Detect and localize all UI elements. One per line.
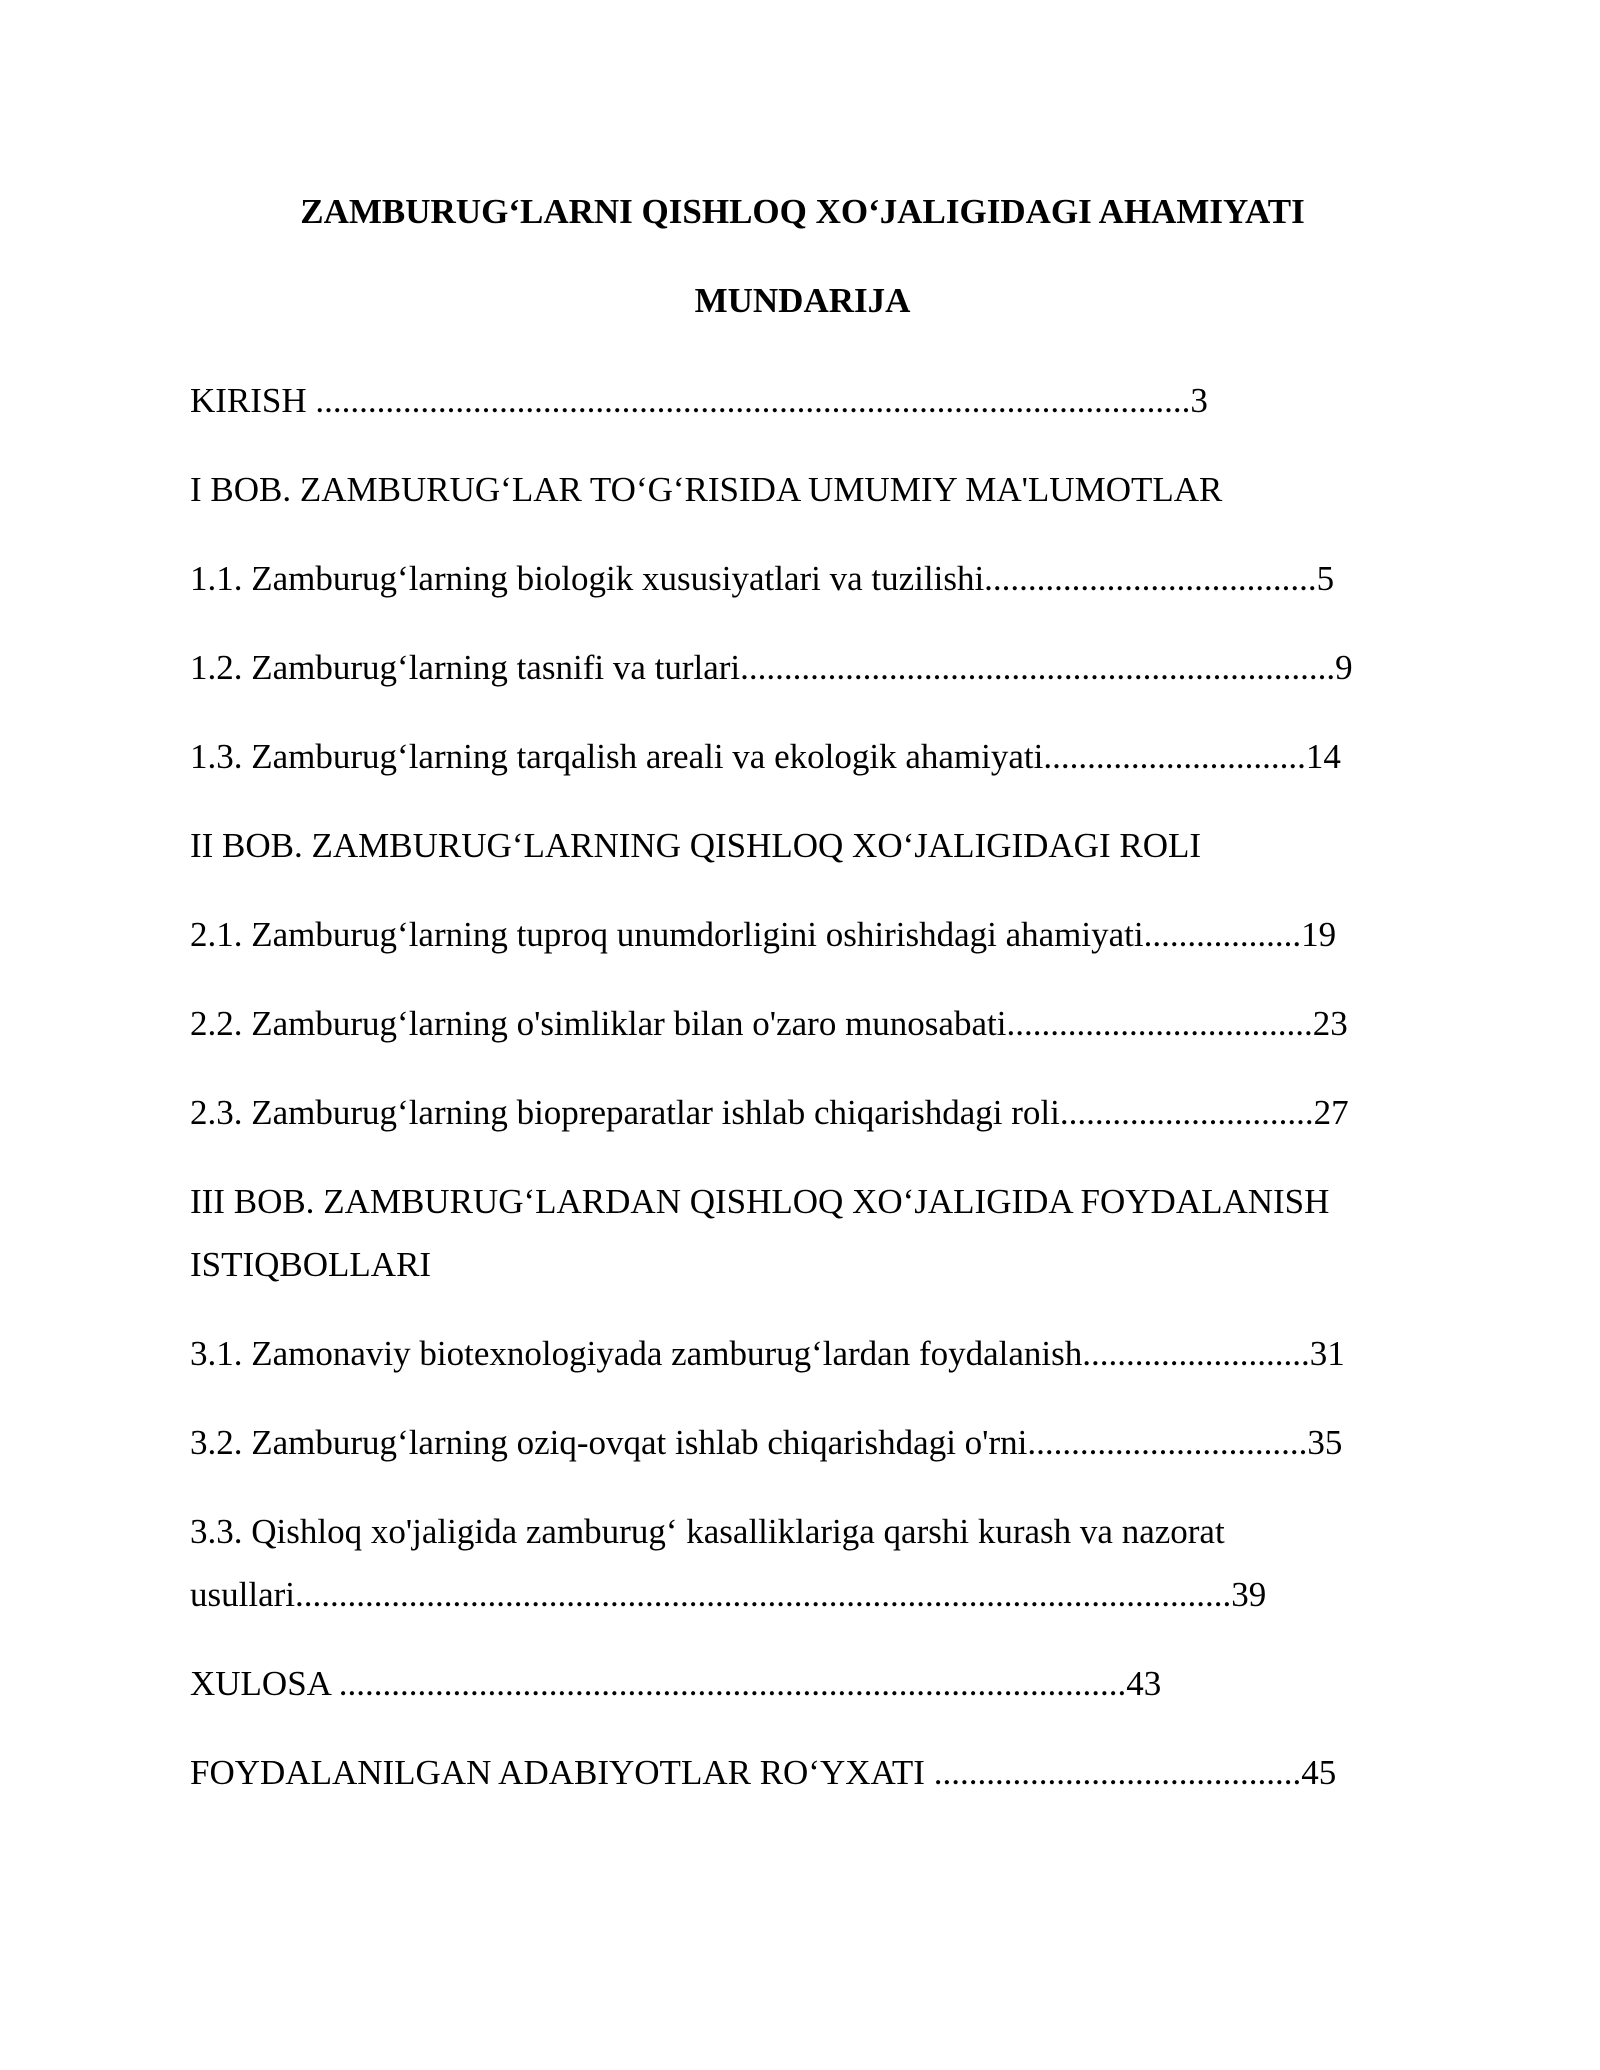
toc-chapter-2: II BOB. ZAMBURUG‘LARNING QISHLOQ XO‘JALIGIDAGI ROLI	[190, 826, 1202, 865]
word: QISHLOQ	[689, 1182, 844, 1221]
word: zamburug‘	[525, 1512, 678, 1551]
word: xo'jaligida	[370, 1512, 518, 1551]
toc-entry-3-3-line-1	[190, 1500, 1415, 1563]
toc-chapter-3-line-2: ISTIQBOLLARI	[190, 1245, 432, 1284]
toc-entry-3-3-line-2: usullari...........................................................................................................39	[190, 1575, 1267, 1614]
toc-entry-1-3: 1.3. Zamburug‘larning tarqalish areali va ekologik ahamiyati..............................14	[190, 737, 1341, 776]
word: Qishloq	[251, 1512, 363, 1551]
toc-chapter-3	[190, 1170, 1415, 1296]
word: va	[1079, 1512, 1113, 1551]
word: kasalliklariga	[686, 1512, 875, 1551]
toc-heading: MUNDARIJA	[694, 281, 911, 320]
toc-chapter-1: I BOB. ZAMBURUG‘LAR TO‘G‘RISIDA UMUMIY MA'LUMOTLAR	[190, 470, 1223, 509]
word: 3.3.	[190, 1512, 243, 1551]
toc-entry-2-1: 2.1. Zamburug‘larning tuproq unumdorligini oshirishdagi ahamiyati..................19	[190, 915, 1337, 954]
word: qarshi	[883, 1512, 970, 1551]
table-of-contents	[190, 369, 1415, 1830]
toc-entry-references: FOYDALANILGAN ADABIYOTLAR RO‘YXATI ..........................................45	[190, 1753, 1337, 1792]
word: III	[190, 1182, 225, 1221]
toc-entry-3-1: 3.1. Zamonaviy biotexnologiyada zamburug‘lardan foydalanish..........................31	[190, 1334, 1345, 1373]
toc-entry-3-2: 3.2. Zamburug‘larning oziq-ovqat ishlab chiqarishdagi o'rni................................35	[190, 1423, 1343, 1462]
word: ZAMBURUG‘LARDAN	[323, 1182, 681, 1221]
toc-entry-xulosa: XULOSA ..........................................................................................43	[190, 1664, 1162, 1703]
toc-entry-2-2: 2.2. Zamburug‘larning o'simliklar bilan o'zaro munosabati...................................23	[190, 1004, 1348, 1043]
document-title: ZAMBURUG‘LARNI QISHLOQ XO‘JALIGIDAGI AHAMIYATI	[300, 192, 1305, 231]
toc-entry-2-3: 2.3. Zamburug‘larning biopreparatlar ishlab chiqarishdagi roli.............................27	[190, 1093, 1349, 1132]
word: FOYDALANISH	[1080, 1182, 1330, 1221]
toc-entry-1-1: 1.1. Zamburug‘larning biologik xususiyatlari va tuzilishi......................................5	[190, 559, 1335, 598]
word: kurash	[977, 1512, 1072, 1551]
word: XO‘JALIGIDA	[852, 1182, 1072, 1221]
toc-entry-1-2: 1.2. Zamburug‘larning tasnifi va turlari....................................................................9	[190, 648, 1353, 687]
toc-entry-kirish: KIRISH ....................................................................................................3	[190, 381, 1208, 420]
toc-entry-3-3	[190, 1500, 1415, 1626]
toc-chapter-3-line-1	[190, 1170, 1415, 1233]
word: nazorat	[1121, 1512, 1225, 1551]
word: BOB.	[233, 1182, 315, 1221]
